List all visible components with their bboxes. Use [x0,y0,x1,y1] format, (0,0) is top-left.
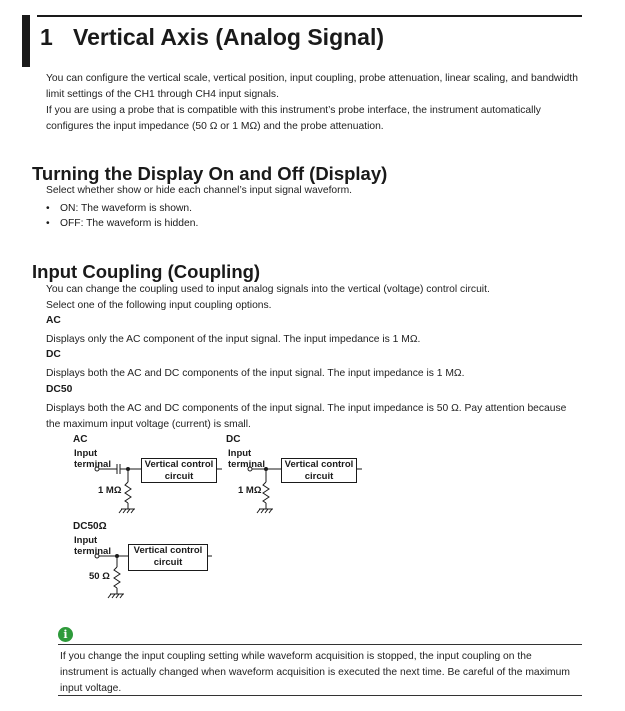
diagram-label-dc: DC [226,434,241,445]
note-bottom-rule [58,695,582,696]
intro-paragraph-1: You can configure the vertical scale, vertical position, input coupling, probe attenuation, linear scaling, and bandwidth limit settings of the CH1 through CH4 input signals. [46,73,578,100]
list-item: • ON: The waveform is shown. [46,203,192,214]
ac-resistor-icon [125,482,131,503]
coupling-description-1: You can change the coupling used to input analog signals into the vertical (voltage) control circuit. [46,284,490,295]
dc-input-terminal-label: Input terminal [228,448,265,470]
chapter-number: 1 [40,24,53,50]
option-desc-ac: Displays only the AC component of the input signal. The input impedance is 1 MΩ. [46,334,421,345]
display-heading: Turning the Display On and Off (Display) [32,163,388,184]
note-text: If you change the input coupling setting while waveform acquisition is stopped, the input coupling on the instrument is actually changed when waveform acquisition is executed the next time. Be careful of the maximum input voltage. [60,651,570,695]
info-icon: i [58,627,73,642]
option-term-ac: AC [46,315,61,326]
intro-paragraph-2: If you are using a probe that is compatible with this instrument’s probe interface, the instrument automatically configures the input impedance (50 Ω or 1 MΩ) and the probe attenuation. [46,105,541,132]
list-item: • OFF: The waveform is hidden. [46,218,199,229]
option-term-dc: DC [46,349,61,360]
diagram-label-dc50: DC50Ω [73,521,107,532]
ac-input-terminal-label: Input terminal [74,448,111,470]
chapter-title-text: Vertical Axis (Analog Signal) [73,24,385,50]
coupling-heading: Input Coupling (Coupling) [32,261,261,282]
dc50-circuit-box: Vertical control circuit [128,544,208,571]
dc-impedance-label: 1 MΩ [238,485,262,496]
option-term-dc50: DC50 [46,384,73,395]
ac-impedance-label: 1 MΩ [98,485,122,496]
ac-circuit-box: Vertical control circuit [141,458,217,483]
note-top-rule [58,644,582,645]
dc-circuit-box: Vertical control circuit [281,458,357,483]
display-description: Select whether show or hide each channel’s input signal waveform. [46,185,353,196]
dc50-input-terminal-label: Input terminal [74,535,111,557]
option-desc-dc: Displays both the AC and DC components of the input signal. The input impedance is 1 MΩ. [46,368,465,379]
option-desc-dc50: Displays both the AC and DC components of the input signal. The input impedance is 50 Ω. Pay attention because the maximum input voltage (current) is small. [46,403,567,430]
diagram-label-ac: AC [73,434,88,445]
dc-resistor-icon [263,482,269,503]
dc50-impedance-label: 50 Ω [89,571,110,582]
coupling-description-2: Select one of the following input coupling options. [46,300,272,311]
dc50-resistor-icon [114,567,120,588]
